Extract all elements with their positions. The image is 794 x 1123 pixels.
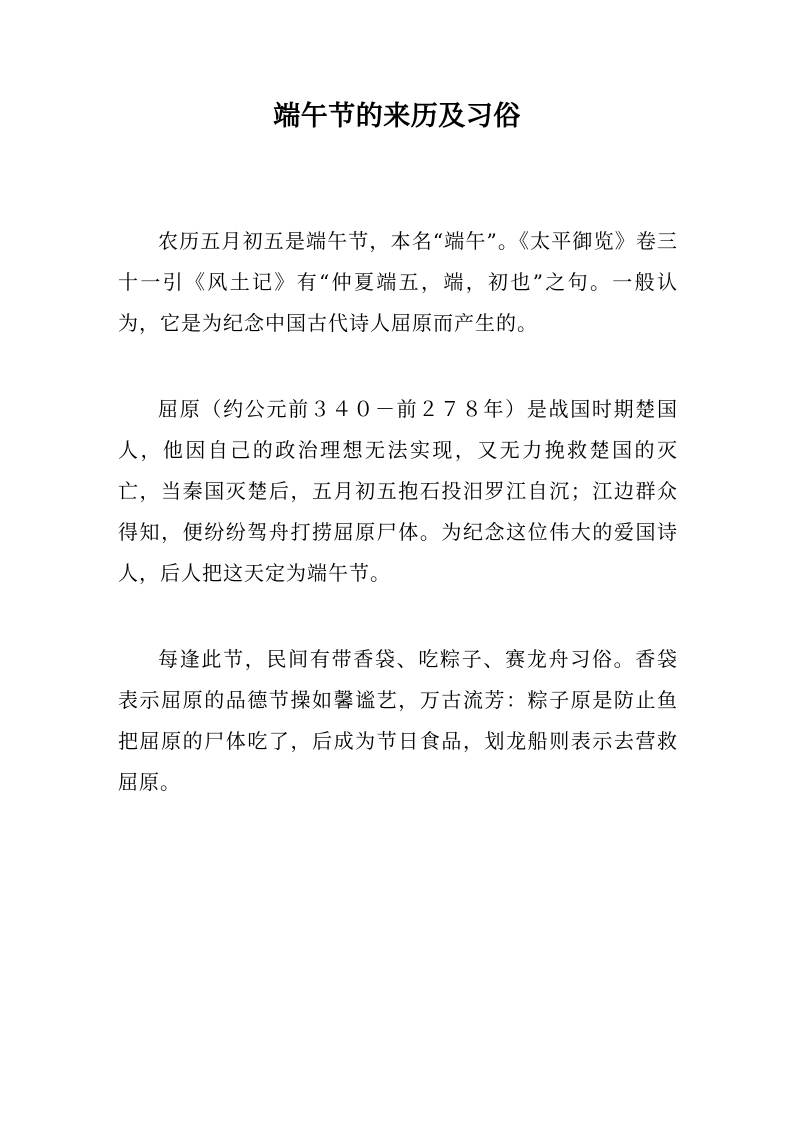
paragraph-origin: 农历五月初五是端午节，本名“端午”。《太平御览》卷三十一引《风土记》有“仲夏端五，端，初也”之句。一般认为，它是为纪念中国古代诗人屈原而产生的。: [118, 229, 678, 335]
paragraph-customs: 每逢此节，民间有带香袋、吃粽子、赛龙舟习俗。香袋表示屈原的品德节操如馨谧艺，万古流芳：粽子原是防止鱼把屈原的尸体吃了，后成为节日食品，划龙船则表示去营救屈原。: [118, 647, 678, 794]
document-title: 端午节的来历及习俗: [273, 101, 521, 132]
document-body: [118, 221, 678, 848]
paragraph-qu-yuan: 屈原（约公元前３４０－前２７８年）是战国时期楚国人，他因自己的政治理想无法实现，又无力挽救楚国的灭亡，当秦国灭楚后，五月初五抱石投汨罗江自沉；江边群众得知，便纷纷驾舟打捞屈原尸体。为纪念这位伟大的爱国诗人，后人把这天定为端午节。: [118, 397, 678, 585]
